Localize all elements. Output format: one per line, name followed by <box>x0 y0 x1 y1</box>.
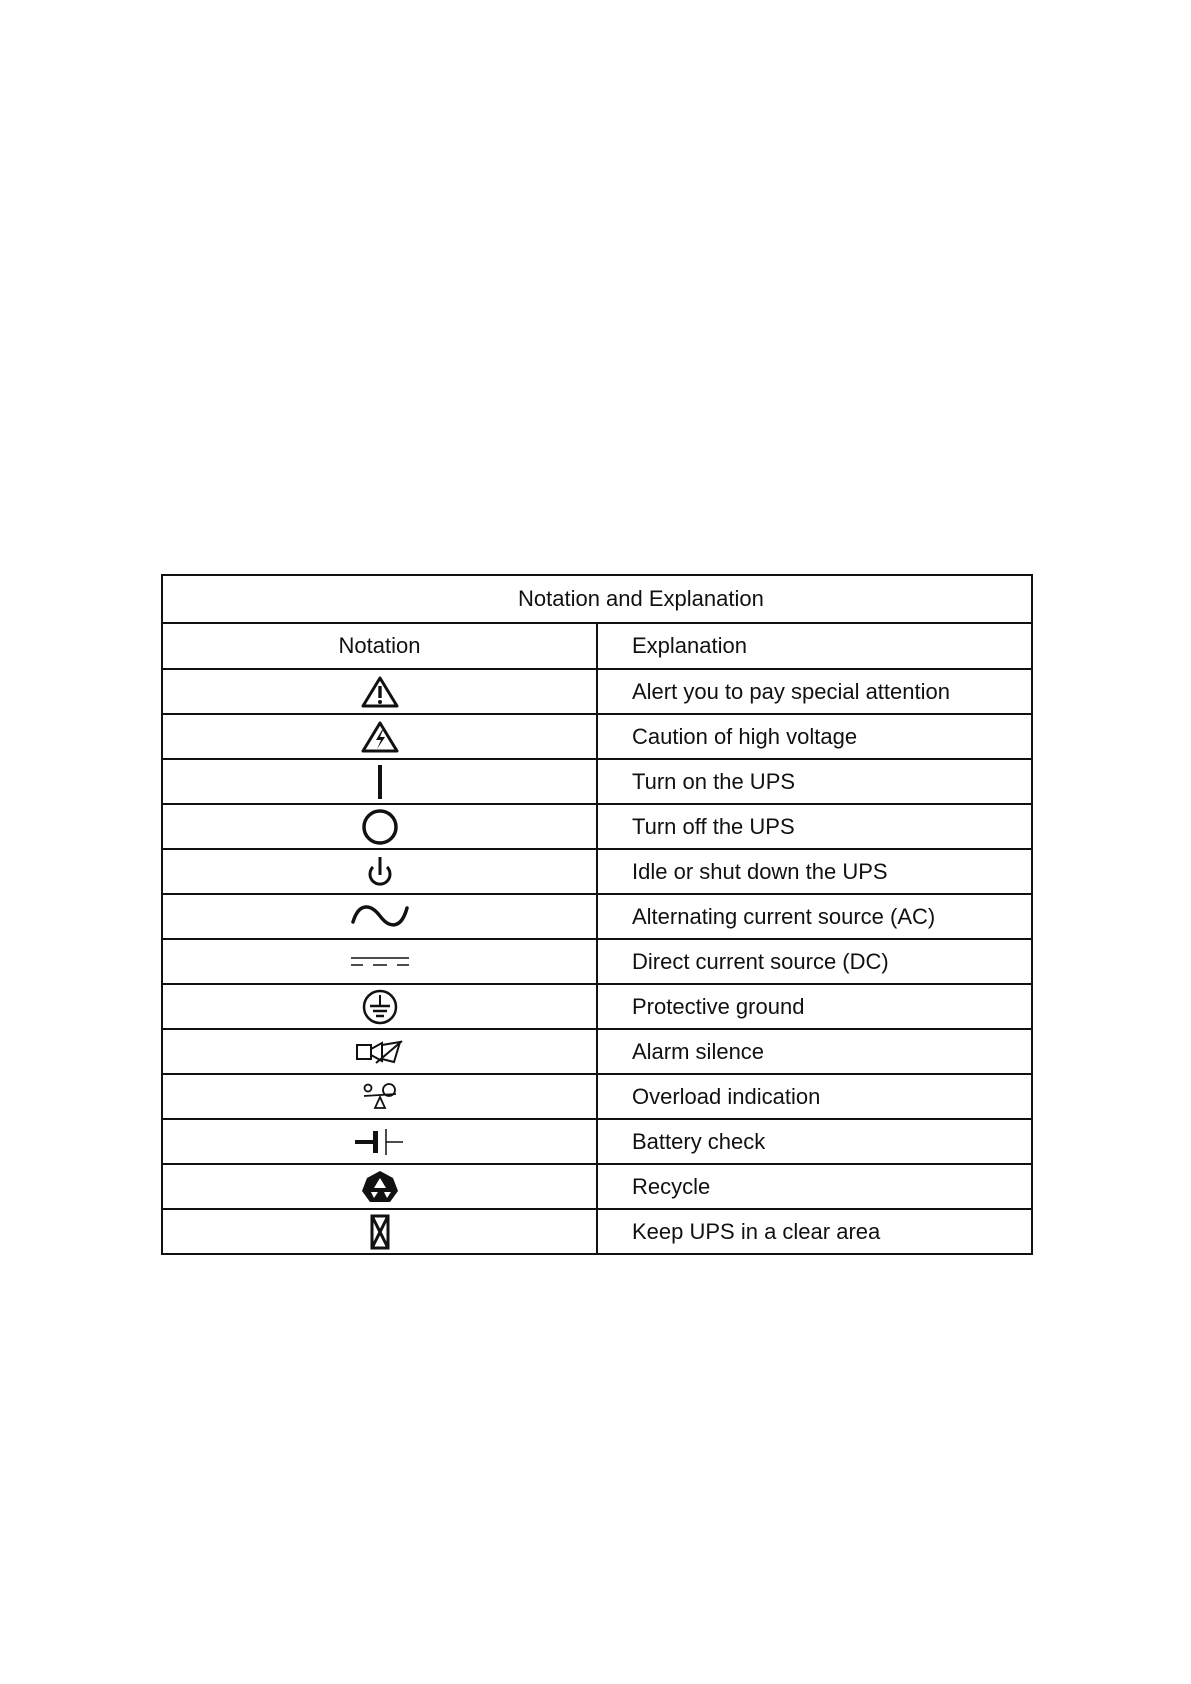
table-row <box>162 714 1032 759</box>
table-row <box>162 894 1032 939</box>
row-explanation: Alternating current source (AC) <box>597 894 1032 939</box>
row-explanation: Caution of high voltage <box>597 714 1032 759</box>
direct-current-icon <box>349 949 411 975</box>
table-row <box>162 849 1032 894</box>
table-row <box>162 669 1032 714</box>
high-voltage-icon <box>360 720 400 754</box>
row-explanation: Alarm silence <box>597 1029 1032 1074</box>
clear-area-icon <box>368 1213 392 1251</box>
warning-triangle-icon <box>360 675 400 709</box>
row-explanation: Turn off the UPS <box>597 804 1032 849</box>
table-row <box>162 759 1032 804</box>
battery-check-icon <box>353 1125 407 1159</box>
overload-icon <box>358 1080 402 1114</box>
recycle-icon <box>360 1169 400 1205</box>
row-explanation: Keep UPS in a clear area <box>597 1209 1032 1254</box>
table-row <box>162 1074 1032 1119</box>
table-row <box>162 804 1032 849</box>
standby-power-icon <box>365 853 395 891</box>
table-row <box>162 939 1032 984</box>
table-row <box>162 1119 1032 1164</box>
protective-ground-icon <box>360 988 400 1026</box>
table-row <box>162 984 1032 1029</box>
alternating-current-icon <box>349 900 411 934</box>
row-explanation: Idle or shut down the UPS <box>597 849 1032 894</box>
table-header-row <box>162 623 1032 669</box>
header-explanation: Explanation <box>597 623 1032 669</box>
power-off-circle-icon <box>360 808 400 846</box>
row-explanation: Alert you to pay special attention <box>597 669 1032 714</box>
row-explanation: Battery check <box>597 1119 1032 1164</box>
row-explanation: Recycle <box>597 1164 1032 1209</box>
table-title-row <box>162 575 1032 623</box>
notation-table <box>161 574 1033 1255</box>
header-notation: Notation <box>162 623 597 669</box>
table-row <box>162 1209 1032 1254</box>
row-explanation: Overload indication <box>597 1074 1032 1119</box>
row-explanation: Turn on the UPS <box>597 759 1032 804</box>
alarm-silence-icon <box>354 1037 406 1067</box>
row-explanation: Protective ground <box>597 984 1032 1029</box>
row-explanation: Direct current source (DC) <box>597 939 1032 984</box>
power-on-line-icon <box>370 763 390 801</box>
table-title: Notation and Explanation <box>162 575 1032 623</box>
table-row <box>162 1029 1032 1074</box>
table-row <box>162 1164 1032 1209</box>
